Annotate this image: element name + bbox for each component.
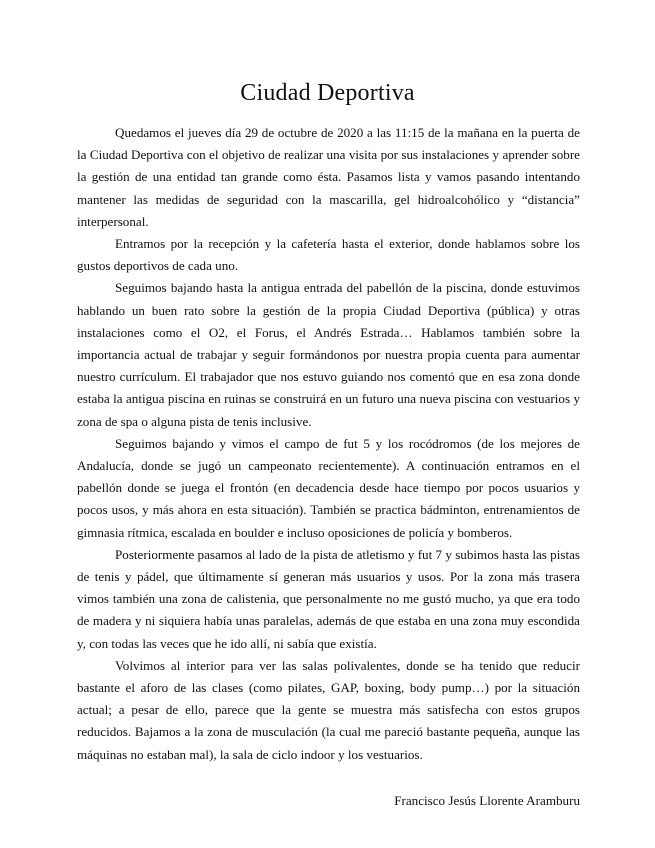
paragraph-3: Seguimos bajando hasta la antigua entrada del pabellón de la piscina, donde estuvimos hablando un buen rato sobre la gestión de la propia Ciudad Deportiva (pública) y otras instalaciones como el O2, el Forus, el Andrés Estrada… Hablamos también sobre la importancia actual de trabajar y seguir formándonos por nuestra propia cuenta para aumentar nuestro currículum. El trabajador que nos estuvo guiando nos comentó que en esa zona donde estaba la antigua piscina en ruinas se construirá en un futuro una nueva piscina con vestuarios y zona de spa o alguna pista de tenis inclusive. [77, 280, 580, 429]
document-body [77, 122, 580, 766]
paragraph-1: Quedamos el jueves día 29 de octubre de 2020 a las 11:15 de la mañana en la puerta de la Ciudad Deportiva con el objetivo de realizar una visita por sus instalaciones y aprender sobre la gestión de una entidad tan grande como ésta. Pasamos lista y vamos pasando intentando mantener las medidas de seguridad con la mascarilla, gel hidroalcohólico y “distancia” interpersonal. [77, 125, 580, 229]
page-title: Ciudad Deportiva [240, 80, 415, 106]
author-signature: Francisco Jesús Llorente Aramburu [394, 793, 580, 808]
paragraph-6: Volvimos al interior para ver las salas polivalentes, donde se ha tenido que reducir bastante el aforo de las clases (como pilates, GAP, boxing, body pump…) por la situación actual; a pesar de ello, parece que la gente se muestra más satisfecha con estos grupos reducidos. Bajamos a la zona de musculación (la cual me pareció bastante pequeña, aunque las máquinas no estaban mal), la sala de ciclo indoor y los vestuarios. [77, 657, 580, 762]
paragraph-4: Seguimos bajando y vimos el campo de fut 5 y los rocódromos (de los mejores de Andalucía, donde se jugó un campeonato recientemente). A continuación entramos en el pabellón donde se juega el frontón (en decadencia desde hace tiempo por pocos usuarios y pocos usos, y más ahora en esta situación). También se practica bádminton, entrenamientos de gimnasia rítmica, escalada en boulder e incluso oposiciones de policía y bomberos. [77, 435, 580, 540]
paragraph-5: Posteriormente pasamos al lado de la pista de atletismo y fut 7 y subimos hasta las pistas de tenis y pádel, que últimamente sí generan más usuarios y usos. Por la zona más trasera vimos también una zona de calistenia, que personalmente no me gustó mucho, ya que era todo de madera y ni siquiera había unas paralelas, además de que estaba en una zona muy escondida y, con todas las veces que he ido allí, ni sabía que existía. [77, 546, 580, 651]
paragraph-2: Entramos por la recepción y la cafetería hasta el exterior, donde hablamos sobre los gustos deportivos de cada uno. [77, 236, 580, 274]
